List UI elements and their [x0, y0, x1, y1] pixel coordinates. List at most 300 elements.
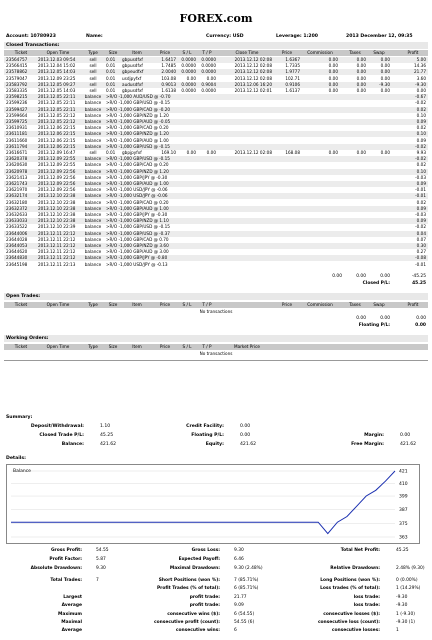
cell-price: 103.08	[161, 75, 176, 81]
cell-type: balance	[84, 181, 102, 186]
cell-ticket: 23564757	[6, 57, 28, 62]
cell-size: 0.01	[106, 75, 116, 81]
cell-type: balance	[84, 156, 102, 162]
cell-profit: 0.09	[416, 205, 426, 211]
stat-value-m-cw: 6 (54.55)	[234, 612, 255, 617]
column-header-taxes: Taxes	[349, 302, 361, 307]
stat-value-a-loss: -9.30	[396, 603, 408, 608]
stat-value-expected-payoff: 6.46	[234, 557, 244, 562]
cell-open-time: 2013.12.09 22:56	[38, 187, 76, 193]
cell-type: sell	[89, 57, 97, 62]
stats-block	[4, 548, 428, 638]
table-row	[4, 175, 428, 181]
cell-type: balance	[84, 100, 102, 106]
cell-ticket: 23599725	[6, 119, 28, 124]
column-header-ticket: Ticket	[14, 344, 28, 349]
cell-tp: 0.9004	[201, 81, 216, 87]
table-row	[4, 88, 428, 94]
cell-profit: 0.09	[416, 119, 426, 124]
stat-label-gross-loss: Gross Loss:	[191, 548, 220, 553]
cell-profit: 0.27	[416, 249, 426, 255]
table-row	[4, 224, 428, 230]
cell-ticket: 23644830	[6, 255, 28, 261]
closed-trade-pl-value: 45.25	[100, 433, 114, 438]
cell-ticket: 23621413	[6, 174, 28, 180]
cell-profit: 0.09	[416, 218, 426, 224]
cell-tp: 0.00	[206, 75, 216, 81]
cell-tp: 0.00	[206, 150, 216, 155]
report-date: 2013 December 12, 09:35	[346, 34, 413, 39]
cell-type: sell	[89, 150, 97, 155]
cell-type: balance	[84, 199, 102, 205]
cell-close-time: 2013.12.12 02:08	[234, 63, 272, 69]
cell-close-price: 102.71	[285, 75, 300, 81]
stat-value-v-cl: 1	[396, 628, 399, 633]
cell-type: balance	[84, 230, 102, 236]
table-row	[4, 200, 428, 206]
stat-value-short: 7 (85.71%)	[234, 578, 259, 583]
y-tick-label: 375	[399, 521, 408, 527]
table-row	[4, 156, 428, 162]
cell-commission: 0.00	[328, 81, 338, 87]
cell-ticket: 23566415	[6, 63, 28, 69]
column-header-item: Item	[132, 302, 142, 307]
cell-ticket: 23599427	[6, 106, 28, 112]
cell-open-time: 2013.12.11 22:12	[38, 255, 76, 261]
cell-swap: 0.00	[380, 63, 390, 69]
cell-price: 169.10	[161, 150, 176, 155]
account-currency: Currency: USD	[206, 34, 244, 39]
closed-table-header	[4, 50, 428, 56]
summary-heading: Summary:	[6, 415, 33, 420]
cell-size: >R/O -1,000 GBP/CAD @ 0.20	[106, 199, 169, 205]
cell-commission: 0.00	[328, 75, 338, 81]
deposit-value: 1.10	[100, 424, 111, 429]
table-row	[4, 169, 428, 175]
cell-open-time: 2013.12.09 22:55	[38, 156, 76, 162]
column-header-swap: Swap	[373, 50, 385, 55]
column-header-swap: Swap	[373, 302, 385, 307]
stat-label-largest: Largest	[63, 595, 82, 600]
floating-pl-value: 0.00	[415, 323, 426, 328]
column-header-open-time: Open Time	[46, 302, 70, 307]
cell-type: balance	[84, 236, 102, 242]
cell-profit: 0.30	[416, 243, 426, 248]
cell-close-price: 168.08	[285, 150, 300, 155]
cell-size: >R/O -1,000 GBP/USD @ -0.15	[106, 224, 170, 230]
table-row	[4, 193, 428, 199]
column-header-commission: Commission	[307, 302, 333, 307]
cell-type: balance	[84, 106, 102, 112]
cell-size: >R/O -1,000 GBP/JPY @ -0.80	[106, 255, 168, 261]
balance-label: Balance:	[61, 442, 84, 447]
cell-ticket: 23633033	[6, 218, 28, 224]
y-tick-label: 387	[399, 508, 408, 514]
cell-type: balance	[84, 143, 102, 149]
cell-type: balance	[84, 187, 102, 193]
table-row	[4, 262, 428, 268]
cell-price: 2.0040	[161, 69, 176, 75]
free-margin-label: Free Margin:	[351, 442, 384, 447]
table-row	[4, 113, 428, 119]
stat-label-v-cw: consecutive wins:	[175, 628, 220, 633]
stat-label-expected-payoff: Expected Payoff:	[178, 557, 220, 562]
totals-profit: -45.25	[411, 274, 426, 279]
cell-ticket: 23583335	[6, 88, 28, 93]
closed-pl-label: Closed P/L:	[362, 281, 390, 286]
table-row	[4, 255, 428, 261]
deposit-label: Deposit/Withdrawal:	[30, 424, 84, 429]
cell-price: 0.9013	[161, 81, 176, 87]
cell-size: >R/O -1,000 GBP/CAD @ 0.70	[106, 236, 169, 242]
column-header-price: Price	[159, 344, 171, 349]
cell-profit: 0.07	[416, 236, 426, 242]
stat-label-total-net: Total Net Profit:	[340, 548, 380, 553]
stat-label-l-profit: profit trade:	[189, 595, 220, 600]
cell-swap: 0.00	[380, 69, 390, 75]
cell-size: >R/O -1,000 USD/JPY @ -0.06	[106, 187, 168, 193]
cell-open-time: 2013.12.10 22:39	[38, 224, 76, 230]
cell-open-time: 2013.12.04 15:02	[38, 63, 76, 69]
working-empty-row	[4, 351, 428, 357]
cell-open-time: 2013.12.11 22:13	[38, 261, 76, 267]
open-total-taxes: 0.00	[356, 316, 366, 321]
stat-label-long: Long Positions (won %):	[320, 578, 380, 583]
cell-size: >R/O -1,000 GBP/AUD @ -0.05	[106, 119, 171, 124]
table-row	[4, 162, 428, 168]
cell-type: balance	[84, 131, 102, 137]
closed-totals	[4, 274, 428, 288]
column-header-close-time: Market Price	[234, 344, 260, 349]
cell-profit: -0.02	[415, 143, 426, 149]
cell-profit: 0.02	[416, 125, 426, 131]
cell-open-time: 2013.12.10 22:38	[38, 218, 76, 224]
cell-type: balance	[84, 255, 102, 261]
cell-close-time: 2013.12.12 02:08	[234, 150, 272, 155]
cell-open-time: 2013.12.05 14:03	[38, 69, 76, 75]
cell-profit: -0.67	[415, 94, 426, 100]
cell-price: 1.6138	[161, 88, 176, 93]
totals-swap: 0.00	[380, 274, 390, 279]
column-header-item: Item	[132, 344, 142, 349]
closed-trade-pl-label: Closed Trade P/L:	[39, 433, 84, 438]
cell-open-time: 2013.12.10 22:38	[38, 205, 76, 211]
table-row	[4, 231, 428, 237]
cell-open-time: 2013.12.10 22:38	[38, 193, 76, 199]
column-header-close-price: Price	[281, 50, 293, 55]
cell-close-price: 1.6137	[285, 88, 300, 93]
table-row	[4, 218, 428, 224]
cell-item: gbpeudfxf	[122, 69, 144, 75]
cell-taxes: 0.00	[356, 57, 366, 62]
column-header-price: Price	[159, 302, 171, 307]
cell-open-time: 2013.12.09 22:56	[38, 181, 76, 186]
y-tick-label: 399	[399, 494, 408, 500]
cell-swap: -9.30	[379, 81, 390, 87]
cell-type: balance	[84, 112, 102, 118]
y-tick-label: 410	[399, 482, 408, 488]
table-row	[4, 206, 428, 212]
table-row	[4, 100, 428, 106]
cell-profit: 3.60	[416, 75, 426, 81]
cell-ticket: 23644620	[6, 249, 28, 255]
open-trades-heading: Open Trades:	[4, 293, 428, 300]
cell-type: balance	[84, 249, 102, 255]
cell-open-time: 2013.12.09 22:56	[38, 168, 76, 174]
cell-type: balance	[84, 125, 102, 131]
column-header-ticket: Ticket	[14, 50, 28, 55]
cell-ticket: 23583792	[6, 81, 28, 87]
account-leverage: Leverage: 1:200	[276, 34, 318, 39]
cell-profit: -0.02	[415, 100, 426, 106]
cell-size: >R/O -1,000 GBP/CAD @ 0.20	[106, 162, 169, 168]
open-empty-text: No transactions	[199, 309, 233, 314]
margin-label: Margin:	[364, 433, 384, 438]
cell-profit: 0.10	[416, 112, 426, 118]
open-totals	[4, 316, 428, 330]
cell-ticket: 23620978	[6, 168, 28, 174]
stat-label-lt: Loss trades (% of total):	[320, 586, 380, 591]
cell-size: >R/O -1,000 GBP/NZD @ 3.60	[106, 243, 169, 248]
cell-tp: 0.0000	[201, 63, 216, 69]
cell-commission: 0.00	[328, 150, 338, 155]
cell-profit: -0.03	[415, 174, 426, 180]
stat-label-max-dd: Maximal Drawdown:	[169, 566, 220, 571]
cell-ticket: 23621743	[6, 181, 28, 186]
stat-label-abs-dd: Absolute Drawdown:	[30, 566, 82, 571]
cell-size: >R/O -1,000 GBP/NZD @ 1.20	[106, 131, 169, 137]
cell-type: balance	[84, 243, 102, 248]
working-orders-heading: Working Orders:	[4, 335, 428, 342]
cell-size: 0.01	[106, 88, 116, 93]
stat-value-total-net: 45.25	[396, 548, 409, 553]
column-header-commission: Commission	[307, 50, 333, 55]
cell-ticket: 23644028	[6, 236, 28, 242]
cell-ticket: 23579047	[6, 75, 28, 81]
cell-commission: 0.00	[328, 88, 338, 93]
cell-close-time: 2013.12.12 02:08	[234, 57, 272, 62]
cell-commission: 0.00	[328, 63, 338, 69]
cell-profit: 5.00	[416, 57, 426, 62]
stat-value-gross-profit: 54.55	[96, 548, 109, 553]
cell-ticket: 23633522	[6, 224, 28, 230]
table-row	[4, 57, 428, 63]
stat-value-a-profit: 9.09	[234, 603, 244, 608]
cell-profit: -0.02	[415, 156, 426, 162]
open-total-swap: 0.00	[380, 316, 390, 321]
totals-taxes: 0.00	[356, 274, 366, 279]
cell-size: >R/O -1,000 GBP/AUD @ 3.00	[106, 249, 169, 255]
column-header-close-time: Close Time	[235, 50, 259, 55]
column-header-type: Type	[88, 344, 98, 349]
cell-sl: 0.0000	[181, 57, 196, 62]
cell-size: >R/O -1,000 USD/JPY @ -0.06	[106, 193, 168, 199]
cell-profit: -0.03	[415, 212, 426, 217]
cell-ticket: 23632633	[6, 212, 28, 217]
stat-label-v-cl: consecutive losses:	[331, 628, 380, 633]
account-number: Account: 10780923	[6, 34, 56, 39]
cell-open-time: 2013.12.05 14:03	[38, 88, 76, 93]
cell-sl: 0.0000	[181, 69, 196, 75]
stat-value-m-cl: 1 (-9.30)	[396, 612, 415, 617]
free-margin-value: 421.62	[400, 442, 417, 447]
cell-ticket: 23644006	[6, 230, 28, 236]
table-row	[4, 212, 428, 218]
table-row	[4, 150, 428, 156]
stat-value-abs-dd: 9.30	[96, 566, 106, 571]
stat-label-x-cl: consecutive loss (count):	[317, 620, 380, 625]
table-row	[4, 82, 428, 88]
balance-chart-svg	[7, 465, 419, 543]
stat-value-x-cp: 54.55 (6)	[234, 620, 255, 625]
cell-tp: 0.0000	[201, 57, 216, 62]
cell-profit: -0.01	[415, 261, 426, 267]
column-header-sl: S / L	[182, 344, 192, 349]
cell-ticket: 23611794	[6, 143, 28, 149]
stat-value-l-loss: -9.30	[396, 595, 408, 600]
cell-open-time: 2013.12.06 22:15	[38, 143, 76, 149]
cell-size: >R/O -1,000 GBP/AUD @ 1.00	[106, 137, 169, 143]
table-row	[4, 138, 428, 144]
cell-type: balance	[84, 137, 102, 143]
stat-value-l-profit: 21.77	[234, 595, 247, 600]
cell-size: >R/O -1,000 GBP/USD @ -0.15	[106, 143, 170, 149]
cell-ticket: 23610931	[6, 125, 28, 131]
y-tick-label: 421	[399, 469, 408, 475]
stat-value-long: 0 (0.00%)	[396, 578, 418, 583]
cell-swap: 0.00	[380, 57, 390, 62]
cell-swap: 0.00	[380, 150, 390, 155]
table-row	[4, 76, 428, 82]
stat-label-rel-dd: Relative Drawdown:	[330, 566, 380, 571]
cell-size: >R/O -1,000 GBP/CAD @ 0.20	[106, 125, 169, 131]
stat-label-gross-profit: Gross Profit:	[50, 548, 82, 553]
details-heading: Details:	[6, 456, 26, 461]
stat-value-lt: 1 (14.29%)	[396, 586, 421, 591]
cell-size: >R/O -1,000 GBP/USD @ -0.37	[106, 230, 170, 236]
divider	[4, 360, 428, 361]
stat-label-short: Short Positions (won %):	[158, 578, 220, 583]
cell-type: balance	[84, 193, 102, 199]
cell-size: >R/O -1,000 GBP/AUD @ 1.00	[106, 205, 169, 211]
cell-open-time: 2013.12.11 22:12	[38, 249, 76, 255]
table-row	[4, 237, 428, 243]
stat-label-profit-factor: Profit Factor:	[49, 557, 82, 562]
floating-pl-label: Floating P/L:	[358, 323, 390, 328]
cell-open-time: 2013.12.05 22:11	[38, 94, 76, 100]
cell-profit: 0.10	[416, 131, 426, 137]
cell-profit: -0.02	[415, 224, 426, 230]
closed-transactions-heading: Closed Transactions:	[4, 42, 428, 49]
cell-commission: 0.00	[328, 57, 338, 62]
cell-type: balance	[84, 162, 102, 168]
cell-ticket: 23620378	[6, 156, 28, 162]
cell-open-time: 2013.12.06 22:15	[38, 131, 76, 137]
column-header-tp: T / P	[202, 302, 212, 307]
open-table-header	[4, 302, 428, 308]
cell-sl: 0.0000	[181, 63, 196, 69]
cell-close-price: 1.7335	[285, 63, 300, 69]
cell-open-time: 2013.12.03 09:54	[38, 57, 76, 62]
cell-sl: 0.00	[186, 150, 196, 155]
cell-ticket: 23644053	[6, 243, 28, 248]
cell-close-time: 2013.12.12 02:08	[234, 75, 272, 81]
stat-label-a-profit: profit trade:	[189, 603, 220, 608]
stat-label-average: Average	[61, 603, 82, 608]
cell-size: >R/O -1,000 GBP/NZD @ 1.20	[106, 112, 169, 118]
cell-open-time: 2013.12.06 22:15	[38, 125, 76, 131]
cell-profit: 0.02	[416, 162, 426, 168]
column-header-sl: S / L	[182, 50, 192, 55]
account-name: Name:	[86, 34, 103, 39]
floating-label: Floating P/L:	[191, 433, 224, 438]
stat-value-x-cl: -9.30 (1)	[396, 620, 415, 625]
cell-profit: -0.01	[415, 187, 426, 193]
cell-size: >R/O -1,000 GBP/NZD @ 1.10	[106, 218, 169, 224]
cell-close-price: 1.9777	[285, 69, 300, 75]
column-header-profit: Profit	[407, 302, 419, 307]
table-row	[4, 249, 428, 255]
balance-line	[11, 471, 395, 534]
cell-ticket: 23620630	[6, 162, 28, 168]
column-header-taxes: Taxes	[349, 50, 361, 55]
table-row	[4, 243, 428, 249]
cell-price: 1.6417	[161, 57, 176, 62]
stat-value-profit-factor: 5.87	[96, 557, 106, 562]
cell-ticket: 23599236	[6, 100, 28, 106]
cell-open-time: 2013.12.09 23:25	[38, 75, 76, 81]
cell-ticket: 23632372	[6, 205, 28, 211]
column-header-size: Size	[108, 50, 118, 55]
column-header-sl: S / L	[182, 302, 192, 307]
equity-label: Equity:	[205, 442, 224, 447]
floating-value: 0.00	[240, 433, 251, 438]
cell-size: >R/O -1,000 GBP/JPY @ -0.30	[106, 212, 168, 217]
cell-profit: 0.10	[416, 168, 426, 174]
cell-profit: 0.02	[416, 199, 426, 205]
cell-size: 0.01	[106, 81, 116, 87]
cell-size: 0.01	[106, 150, 116, 155]
account-bar	[6, 34, 426, 41]
cell-ticket: 23578862	[6, 69, 28, 75]
cell-sl: 0.0000	[181, 88, 196, 93]
balance-value: 421.62	[100, 442, 117, 447]
cell-size: >R/O -1,000 GBP/NZD @ 1.20	[106, 168, 169, 174]
cell-open-time: 2013.12.10 22:38	[38, 212, 76, 217]
cell-item: audusdfxf	[122, 81, 143, 87]
cell-profit: 0.04	[416, 230, 426, 236]
cell-profit: 14.36	[414, 63, 426, 69]
table-row	[4, 181, 428, 187]
cell-type: balance	[84, 205, 102, 211]
cell-item: gbpusdfxf	[122, 57, 143, 62]
cell-close-time: 2013.12.06 16:20	[234, 81, 272, 87]
cell-profit: -0.01	[415, 193, 426, 199]
cell-open-time: 2013.12.11 22:12	[38, 243, 76, 248]
cell-type: sell	[89, 63, 97, 69]
cell-sl: 0.0000	[181, 81, 196, 87]
cell-taxes: 0.00	[356, 88, 366, 93]
stat-label-avg2: Average	[61, 628, 82, 633]
working-table-header	[4, 344, 428, 350]
cell-tp: 0.0000	[201, 88, 216, 93]
cell-swap: 0.00	[380, 75, 390, 81]
table-row	[4, 69, 428, 75]
cell-sl: 0.00	[186, 75, 196, 81]
cell-tp: 0.0000	[201, 69, 216, 75]
cell-ticket: 23632174	[6, 193, 28, 199]
cell-size: 0.01	[106, 57, 116, 62]
